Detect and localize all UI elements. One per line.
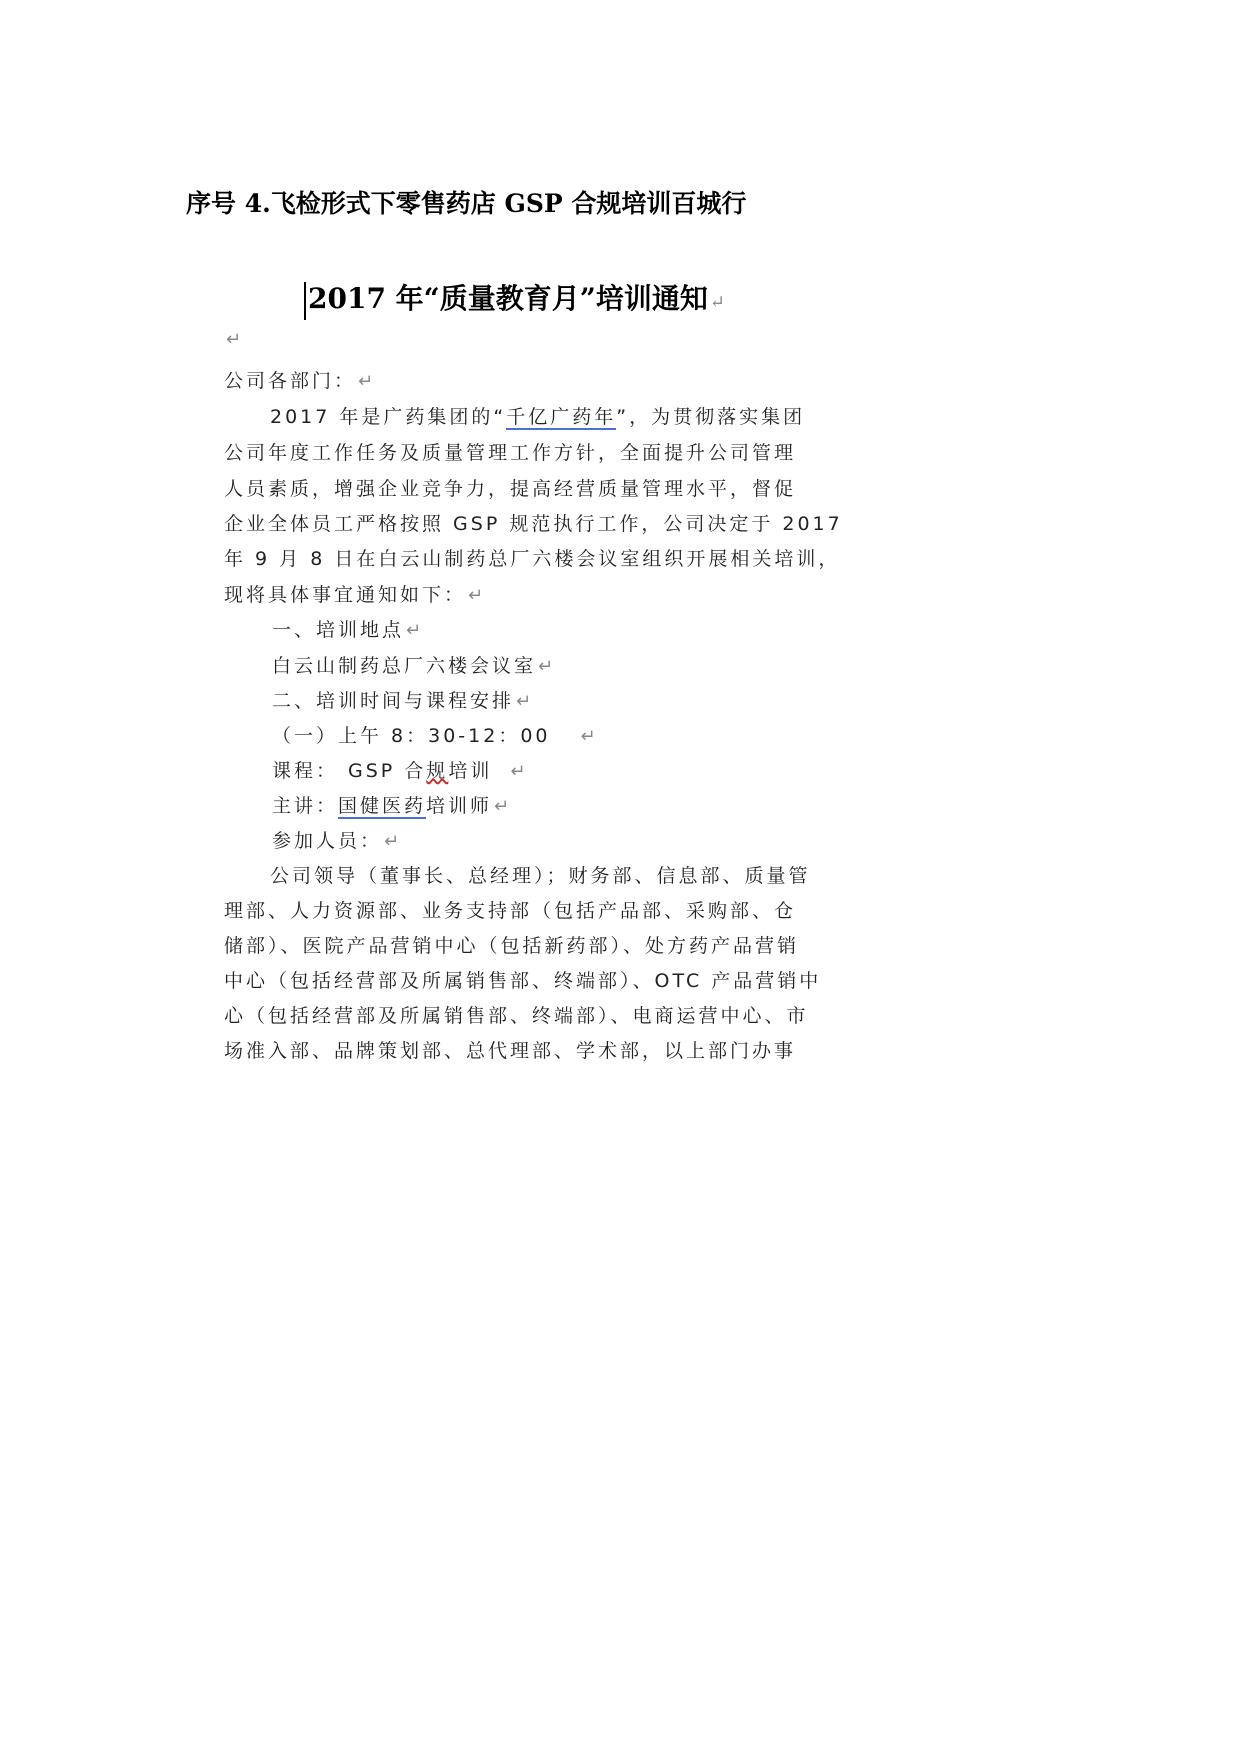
course-label: 课程： bbox=[272, 760, 339, 782]
attendees-line: 理部、人力资源部、业务支持部（包括产品部、采购部、仓 bbox=[224, 900, 797, 922]
attendees-line: 中心（包括经营部及所属销售部、终端部）、OTC 产品营销中 bbox=[224, 970, 822, 992]
attendees-label bbox=[272, 828, 402, 855]
paragraph-line: 人员素质，增强企业竞争力，提高经营质量管理水平，督促 bbox=[224, 478, 797, 500]
section-title bbox=[272, 688, 534, 715]
course-text: 培训 bbox=[448, 760, 493, 782]
return-mark: ↵ bbox=[494, 796, 513, 817]
session-time-text: （一）上午 8：30-12：00 bbox=[272, 725, 551, 747]
underlined-text: 千亿广药年 bbox=[506, 406, 617, 428]
speaker-text: 培训师 bbox=[426, 795, 493, 817]
attendees-line: 储部）、医院产品营销中心（包括新药部）、处方药产品营销 bbox=[224, 935, 800, 957]
return-mark: ↵ bbox=[510, 761, 529, 782]
paragraph-line: 公司年度工作任务及质量管理工作方针，全面提升公司管理 bbox=[224, 442, 797, 464]
course-text: GSP 合 bbox=[348, 760, 427, 782]
course-line bbox=[272, 758, 528, 785]
paragraph-line bbox=[270, 404, 805, 430]
attendees-label-text: 参加人员： bbox=[272, 830, 383, 852]
para-text: 现将具体事宜通知如下： bbox=[224, 584, 467, 606]
attendees-line: 心（包括经营部及所属销售部、终端部）、电商运营中心、市 bbox=[224, 1005, 809, 1027]
section-title-text: 一、培训地点 bbox=[272, 619, 405, 641]
speaker-line bbox=[272, 793, 512, 820]
section-title-text: 二、培训时间与课程安排 bbox=[272, 690, 515, 712]
salutation-text: 公司各部门： bbox=[224, 370, 357, 392]
return-mark: ↵ bbox=[580, 726, 599, 747]
return-mark: ↵ bbox=[406, 620, 425, 641]
return-mark: ↵ bbox=[516, 691, 535, 712]
underlined-text: 国健医药 bbox=[338, 795, 427, 817]
notice-title-text: 2017 年“质量教育月”培训通知 bbox=[308, 282, 708, 315]
blank-line bbox=[224, 326, 244, 353]
document-heading: 序号 4.飞检形式下零售药店 GSP 合规培训百城行 bbox=[186, 189, 747, 218]
section-body-text: 白云山制药总厂六楼会议室 bbox=[272, 655, 537, 677]
attendees-line: 场准入部、品牌策划部、总代理部、学术部，以上部门办事 bbox=[224, 1040, 797, 1062]
para-text: 2017 年是广药集团的“ bbox=[270, 406, 507, 428]
paragraph-line bbox=[224, 582, 486, 609]
para-text: ”，为贯彻落实集团 bbox=[616, 406, 806, 428]
notice-title bbox=[304, 282, 725, 320]
return-mark: ↵ bbox=[538, 656, 557, 677]
speaker-label: 主讲： bbox=[272, 795, 339, 817]
paragraph-line: 年 9 月 8 日在白云山制药总厂六楼会议室组织开展相关培训， bbox=[224, 548, 841, 570]
return-mark: ↵ bbox=[226, 329, 245, 350]
return-mark: ↵ bbox=[358, 371, 377, 392]
return-mark: ↵ bbox=[384, 831, 403, 852]
section-body bbox=[272, 653, 556, 680]
return-mark: ↵ bbox=[468, 585, 487, 606]
session-time bbox=[272, 723, 599, 750]
section-title bbox=[272, 617, 424, 644]
return-mark: ↵ bbox=[709, 292, 725, 313]
salutation bbox=[224, 368, 376, 395]
paragraph-line: 企业全体员工严格按照 GSP 规范执行工作，公司决定于 2017 bbox=[224, 513, 843, 535]
attendees-line: 公司领导（董事长、总经理）；财务部、信息部、质量管 bbox=[270, 865, 811, 887]
spellcheck-underline-text: 规 bbox=[426, 760, 449, 782]
